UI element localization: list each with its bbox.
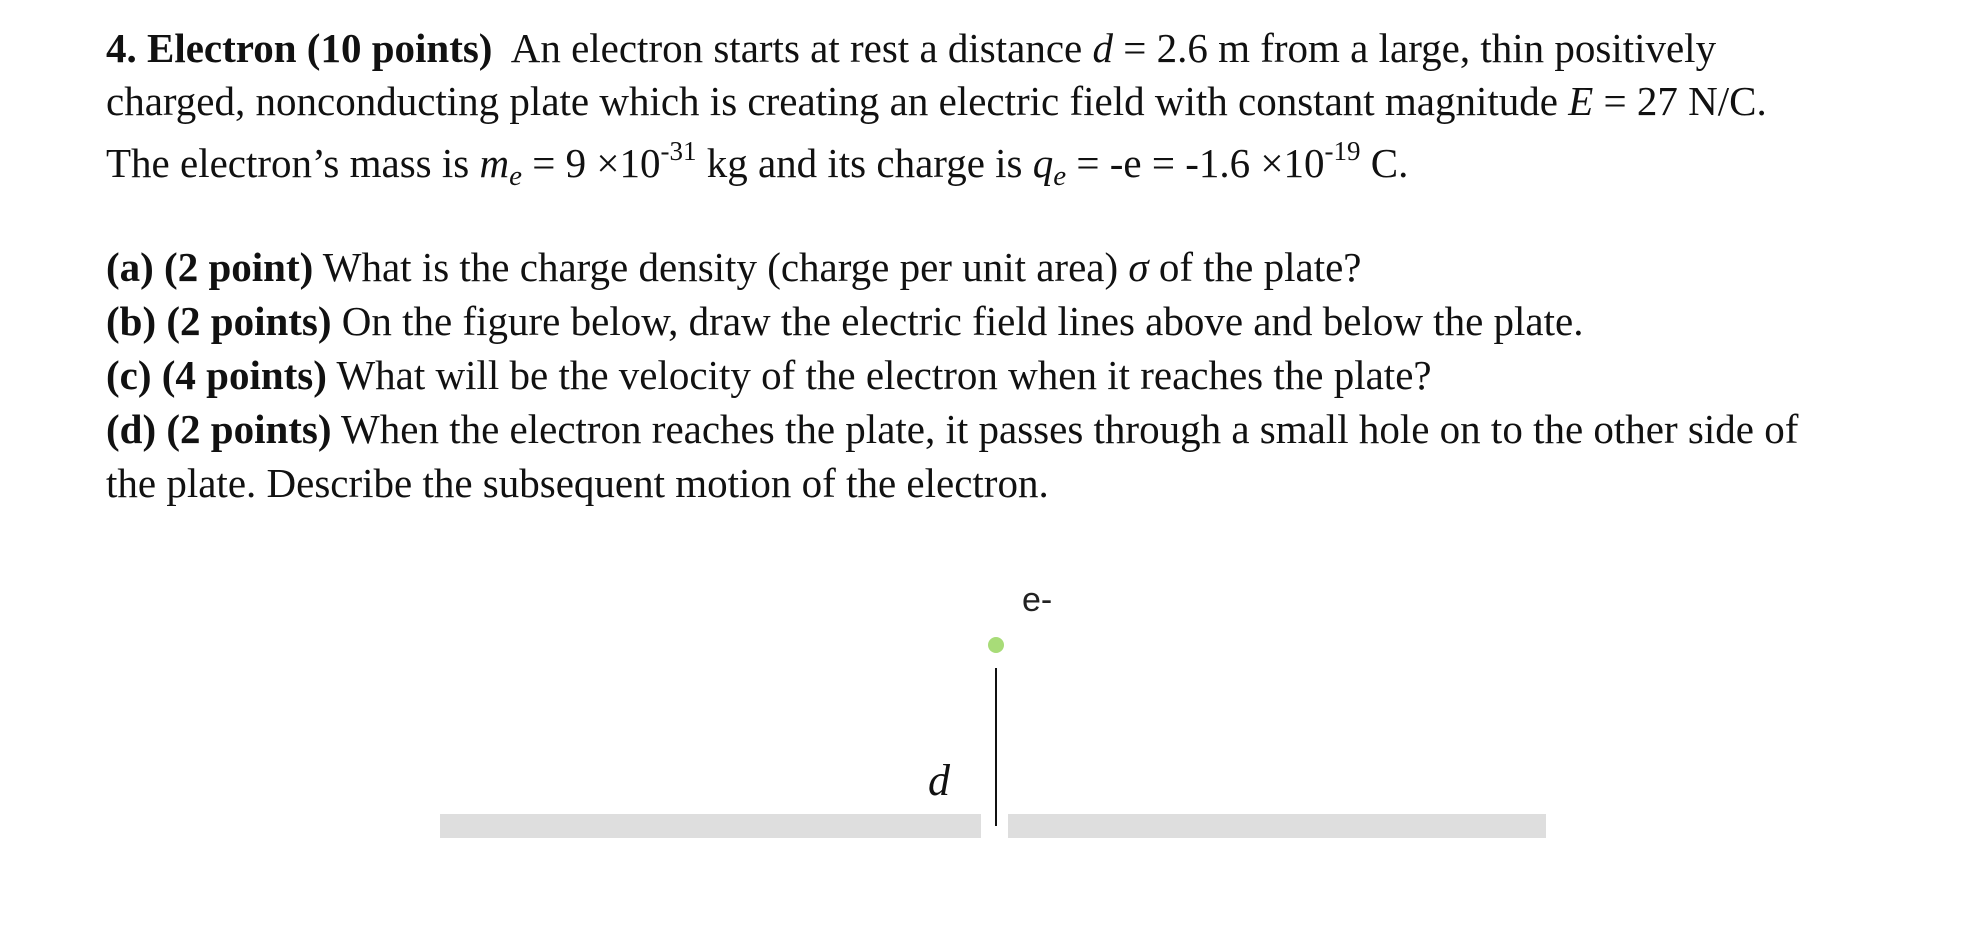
charge-text: kg and its charge is	[706, 140, 1023, 186]
part-a-text-end: of the plate?	[1158, 244, 1362, 290]
part-d-text-continued: the plate. Describe the subsequent motion of the electron.	[106, 460, 1049, 506]
m-symbol: m	[479, 140, 510, 186]
E-value: = 27 N/C.	[1603, 78, 1767, 124]
part-d-text: When the electron reaches the plate, it passes through a small hole on to the other side of	[341, 406, 1799, 452]
problem-heading: 4. Electron (10 points)	[106, 25, 493, 71]
m-subscript: e	[509, 160, 522, 192]
mass-exponent: -31	[660, 136, 697, 166]
q-subscript: e	[1053, 160, 1067, 192]
mass-value: = 9 ×10	[532, 140, 661, 186]
part-b-label: (b) (2 points)	[106, 298, 332, 344]
d-symbol: d	[1092, 25, 1113, 71]
mass-text: The electron’s mass is	[106, 140, 470, 186]
part-d-label: (d) (2 points)	[106, 406, 332, 452]
sigma-symbol: σ	[1128, 244, 1149, 290]
charge-unit: C.	[1370, 140, 1409, 186]
part-c-label: (c) (4 points)	[106, 352, 327, 398]
q-symbol: q	[1032, 140, 1054, 186]
E-symbol: E	[1568, 78, 1594, 124]
electron-dot	[988, 637, 1004, 653]
plate-description: charged, nonconducting plate which is creating an electric field with constant magnitude	[106, 78, 1558, 124]
charge-exponent: -19	[1324, 136, 1361, 166]
plate-left	[440, 814, 981, 838]
part-b-text: On the figure below, draw the electric field lines above and below the plate.	[341, 298, 1584, 344]
part-c-text: What will be the velocity of the electron when it reaches the plate?	[336, 352, 1432, 398]
electron-label: e-	[1022, 581, 1053, 619]
distance-label: d	[928, 756, 950, 805]
d-value: = 2.6 m from a large, thin positively	[1123, 25, 1717, 71]
part-a-text: What is the charge density (charge per unit area)	[322, 244, 1119, 290]
charge-value: = -e = -1.6 ×10	[1076, 140, 1325, 186]
intro-text: An electron starts at rest a distance	[510, 25, 1083, 71]
plate-right	[1008, 814, 1546, 838]
part-a-label: (a) (2 point)	[106, 244, 314, 290]
